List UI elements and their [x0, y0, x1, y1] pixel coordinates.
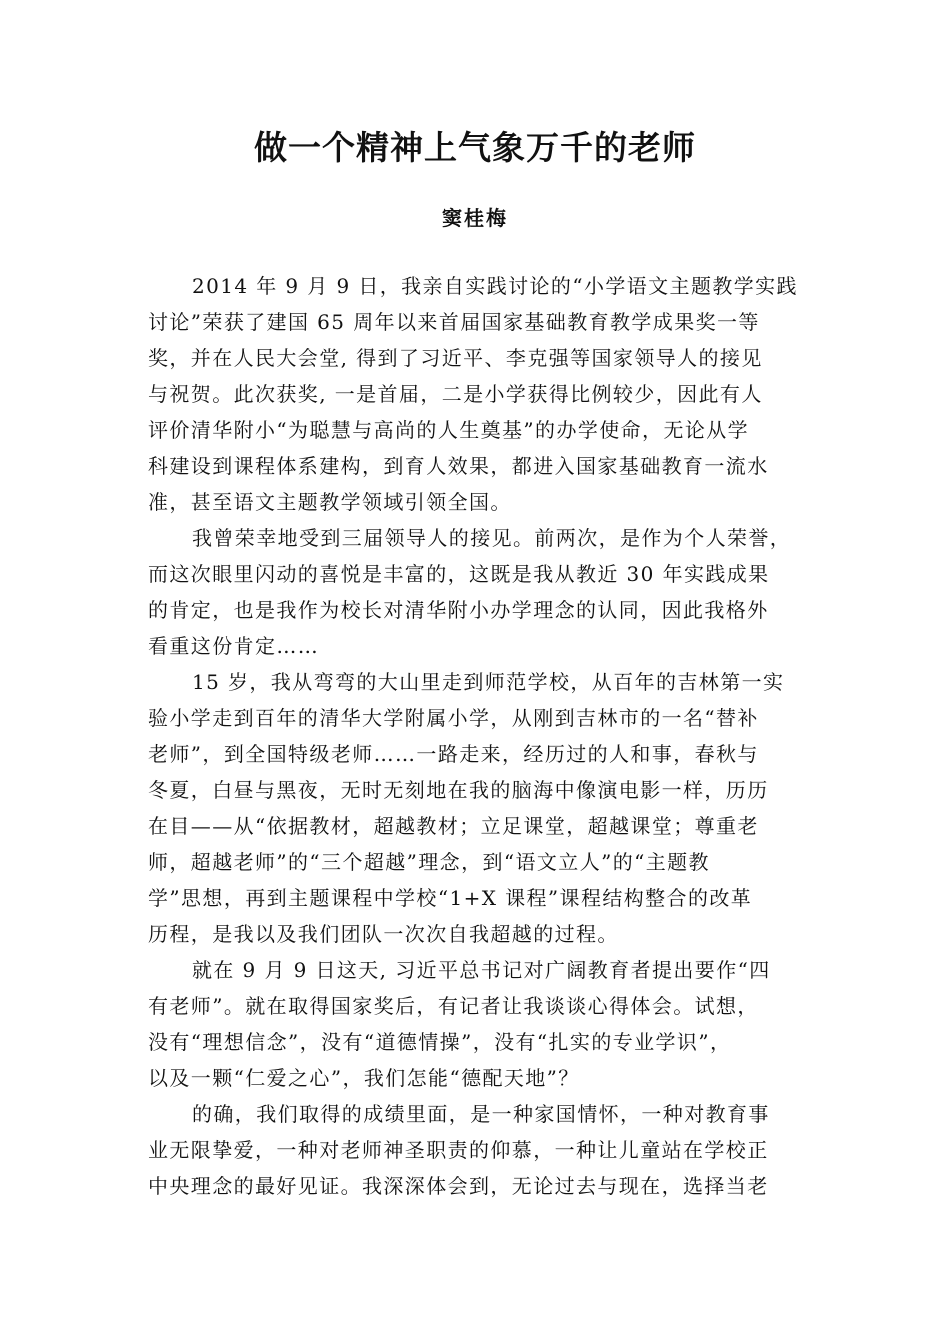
- paragraph-line: 科建设到课程体系建构，到育人效果，都进入国家基础教育一流水: [148, 454, 769, 478]
- paragraph-line: 评价清华附小“为聪慧与高尚的人生奠基”的办学使命，无论从学: [148, 418, 750, 442]
- paragraph-line: 的确，我们取得的成绩里面，是一种家国情怀，一种对教育事: [192, 1102, 770, 1126]
- paragraph-line: 验小学走到百年的清华大学附属小学，从刚到吉林市的一名“替补: [148, 706, 759, 730]
- paragraph-line: 15 岁，我从弯弯的大山里走到师范学校，从百年的吉林第一实: [192, 670, 785, 694]
- paragraph-line: 2014 年 9 月 9 日，我亲自实践讨论的“小学语文主题教学实践: [192, 274, 798, 298]
- paragraph: [148, 1096, 808, 1204]
- paragraph: [148, 952, 808, 1096]
- paragraph-line: 历程，是我以及我们团队一次次自我超越的过程。: [148, 922, 619, 946]
- paragraph-line: 有老师”。就在取得国家奖后，有记者让我谈谈心得体会。试想，: [148, 994, 759, 1018]
- paragraph-line: 老师”，到全国特级老师……一路走来，经历过的人和事，春秋与: [148, 742, 759, 766]
- paragraph-line: 中央理念的最好见证。我深深体会到，无论过去与现在，选择当老: [148, 1174, 769, 1198]
- paragraph-line: 讨论”荣获了建国 65 周年以来首届国家基础教育教学成果奖一等: [148, 310, 760, 334]
- paragraph-line: 在目——从“依据教材，超越教材；立足课堂，超越课堂；尊重老: [148, 814, 759, 838]
- paragraph-line: 看重这份肯定……: [148, 634, 320, 658]
- paragraph-line: 准，甚至语文主题教学领域引领全国。: [148, 490, 512, 514]
- paragraph-line: 的肯定，也是我作为校长对清华附小办学理念的认同，因此我格外: [148, 598, 769, 622]
- document-body: [148, 268, 808, 1204]
- paragraph: [148, 268, 808, 520]
- paragraph: [148, 520, 808, 664]
- paragraph-line: 就在 9 月 9 日这天, 习近平总书记对广阔教育者提出要作“四: [192, 958, 771, 982]
- document-title: 做一个精神上气象万千的老师: [254, 128, 696, 167]
- document-author: 窦桂梅: [442, 206, 508, 230]
- paragraph-line: 奖，并在人民大会堂, 得到了习近平、李克强等国家领导人的接见: [148, 346, 763, 370]
- paragraph-line: 师，超越老师”的“三个超越”理念，到“语文立人”的“主题教: [148, 850, 710, 874]
- paragraph-line: 学”思想，再到主题课程中学校“1+X 课程”课程结构整合的改革: [148, 886, 753, 910]
- paragraph-line: 我曾荣幸地受到三届领导人的接见。前两次，是作为个人荣誉，: [192, 526, 792, 550]
- paragraph-line: 没有“理想信念”，没有“道德情操”，没有“扎实的专业学识”，: [148, 1030, 732, 1054]
- paragraph: [148, 664, 808, 952]
- paragraph-line: 冬夏，白昼与黑夜，无时无刻地在我的脑海中像演电影一样，历历: [148, 778, 769, 802]
- paragraph-line: 与祝贺。此次获奖, 一是首届，二是小学获得比例较少，因此有人: [148, 382, 763, 406]
- paragraph-line: 以及一颗“仁爱之心”，我们怎能“德配天地”？: [148, 1066, 580, 1090]
- paragraph-line: 业无限挚爱，一种对老师神圣职责的仰慕，一种让儿童站在学校正: [148, 1138, 769, 1162]
- paragraph-line: 而这次眼里闪动的喜悦是丰富的，这既是我从教近 30 年实践成果: [148, 562, 770, 586]
